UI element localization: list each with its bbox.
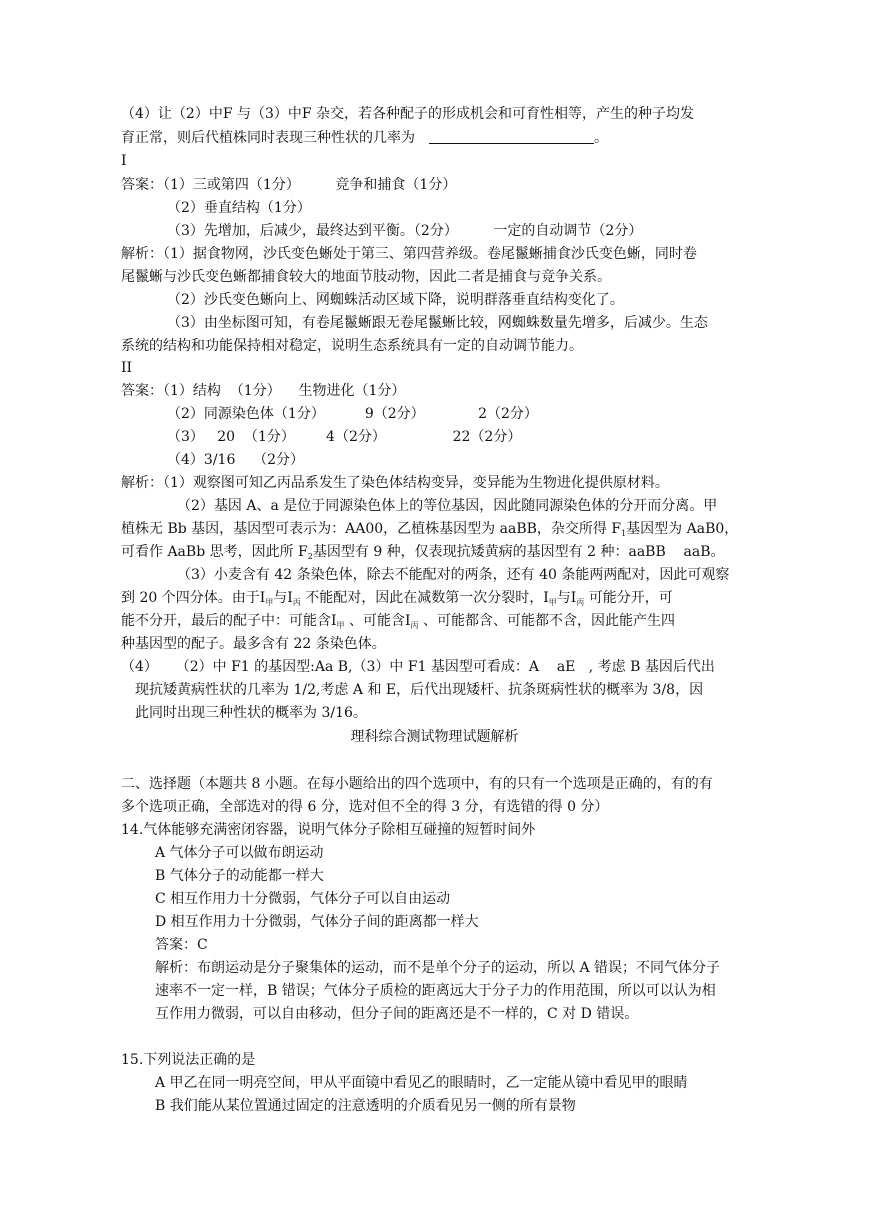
part2-answer-2: （2）同源染色体（1分） 9（2分） 2（2分） (167, 406, 538, 422)
q15-option-b: B 我们能从某位置通过固定的注意透明的介质看见另一侧的所有景物 (155, 1098, 576, 1114)
answer-blank (429, 129, 594, 144)
part1-explanation-label: 解析： (121, 246, 163, 262)
bing-subscript: 丙 (410, 621, 419, 630)
part2-explanation-3c (121, 611, 675, 636)
q14-option-b: B 气体分子的动能都一样大 (155, 868, 324, 884)
part2-explanation-1: （1）观察图可知乙丙品系发生了染色体结构变异，变异能为生物进化提供原材料。 (163, 475, 669, 491)
part2-explanation-line1 (121, 473, 669, 493)
part2-explanation-2b-post: 基因型为 AaB0， (626, 521, 739, 537)
e3b-seg4: 与Ⅰ (556, 590, 577, 606)
e3b-seg3: 不能配对，因此在减数第一次分裂时，Ⅰ (300, 590, 549, 606)
question-15: 15.下列说法正确的是 (121, 1052, 256, 1068)
part2-explanation-2a: （2）基因 A、a 是位于同源染色体上的等位基因，因此随同源染色体的分开而分离。甲 (177, 498, 718, 514)
q14-option-d: D 相互作用力十分微弱，气体分子间的距离都一样大 (155, 914, 479, 930)
part1-explanation-2: （2）沙氏变色蜥向上、网蜘蛛活动区域下降，说明群落垂直结构变化了。 (167, 292, 624, 308)
part2-answer-line1 (121, 381, 405, 401)
part1-label: I (121, 153, 127, 169)
e3c-seg2: 、可能含Ⅰ (344, 613, 411, 629)
part2-answer-3: （3） 20 （1分） 4（2分） 22（2分） (167, 429, 522, 445)
part1-explanation-line1 (121, 244, 697, 264)
q14-explanation-2: 速率不一定一样，B 错误；气体分子质检的距离远大于分子力的作用范围，所以可以认为相 (155, 983, 716, 999)
part1-explanation-3a: （3）由坐标图可知，有卷尾鬣蜥跟无卷尾鬣蜥比较，网蜘蛛数量先增多，后减少。生态 (167, 315, 708, 331)
part1-answer-2: （2）垂直结构（1分） (167, 200, 311, 216)
part2-answer-1: （1）结构 （1分） 生物进化（1分） (163, 383, 406, 399)
part2-answer-label: 答案： (121, 383, 163, 399)
part2-explanation-4c: 此同时出现三种性状的概率为 3/16。 (135, 705, 367, 721)
bing-subscript: 丙 (292, 598, 301, 607)
part2-explanation-3d: 种基因型的配子。最多含有 22 条染色体。 (121, 636, 386, 652)
jia-subscript: 甲 (336, 621, 345, 630)
q4-blank-end: 。 (594, 130, 608, 146)
part2-explanation-3a: （3）小麦含有 42 条染色体，除去不能配对的两条，还有 40 条能两两配对，因此可观察 (177, 567, 730, 583)
part2-explanation-2c-post: 基因型有 9 种，仅表现抗矮黄病的基因型有 2 种：aaBB aaB。 (312, 544, 725, 560)
part1-explanation-3b: 系统的结构和功能保持相对稳定，说明生态系统具有一定的自动调节能力。 (121, 338, 583, 354)
part2-label: II (121, 360, 133, 376)
part2-explanation-3b (121, 588, 673, 613)
question-14: 14.气体能够充满密闭容器，说明气体分子除相互碰撞的短暂时间外 (121, 822, 536, 838)
f2-subscript: 2 (307, 552, 313, 561)
part1-answer-1: （1）三或第四（1分） 竞争和捕食（1分） (163, 177, 457, 193)
q4-line2 (121, 128, 608, 148)
q4-line1: （4）让（2）中F 与（3）中F 杂交，若各种配子的形成机会和可育性相等，产生的种子均发 (121, 106, 695, 122)
e3b-seg5: 可能分开，可 (584, 590, 673, 606)
part2-explanation-4a: （4） （2）中 F1 的基因型:Aa B,（3）中 F1 基因型可看成：A aE , 考虑 B 基因后代出 (121, 659, 715, 675)
part1-answer-line1 (121, 175, 456, 195)
f1-subscript: 1 (621, 529, 627, 538)
part2-explanation-label: 解析： (121, 475, 163, 491)
part2-explanation-2c-pre: 可看作 AaBb 思考，因此所 F (121, 544, 308, 560)
part2-explanation-2c (121, 542, 725, 567)
section-header-line2: 多个选项正确，全部选对的得 6 分，选对但不全的得 3 分，有选错的得 0 分） (121, 799, 609, 815)
e3b-seg2: 与Ⅰ (273, 590, 293, 606)
e3b-seg1: 到 20 个四分体。由于Ⅰ (121, 590, 266, 606)
part1-answer-label: 答案： (121, 177, 163, 193)
q14-answer: 答案：C (155, 937, 208, 953)
q15-option-a: A 甲乙在同一明亮空间，甲从平面镜中看见乙的眼睛时，乙一定能从镜中看见甲的眼睛 (155, 1075, 688, 1091)
part2-explanation-4b: 现抗矮黄病性状的几率为 1/2,考虑 A 和 E，后代出现矮杆、抗条斑病性状的概率为 3/8，因 (135, 682, 704, 698)
e3c-seg1: 能不分开，最后的配子中：可能含Ⅰ (121, 613, 337, 629)
part2-explanation-2b-pre: 植株无 Bb 基因，基因型可表示为：AA00，乙植株基因型为 aaBB，杂交所得 F (121, 521, 622, 537)
part1-explanation-1b: 尾鬣蜥与沙氏变色蜥都捕食较大的地面节肢动物，因此二者是捕食与竞争关系。 (121, 269, 611, 285)
q14-explanation-3: 互作用力微弱，可以自由移动，但分子间的距离还是不一样的，C 对 D 错误。 (155, 1006, 639, 1022)
part2-answer-4: （4）3/16 （2分） (167, 452, 305, 468)
bing-subscript: 丙 (576, 598, 585, 607)
section-header-line1: 二、选择题（本题共 8 小题。在每小题给出的四个选项中，有的只有一个选项是正确的，有的有 (121, 776, 713, 792)
q4-line2-text: 育正常，则后代植株同时表现三种性状的几率为 (121, 130, 415, 146)
e3c-seg3: 、可能都含、可能都不含，因此能产生四 (418, 613, 675, 629)
q14-explanation-1: 解析：布朗运动是分子聚集体的运动，而不是单个分子的运动，所以 A 错误；不同气体分子 (155, 960, 721, 976)
part1-explanation-1a: （1）据食物网，沙氏变色蜥处于第三、第四营养级。卷尾鬣蜥捕食沙氏变色蜥，同时卷 (163, 246, 697, 262)
jia-subscript: 甲 (265, 598, 274, 607)
q14-option-c: C 相互作用力十分微弱，气体分子可以自由运动 (155, 891, 451, 907)
part2-explanation-2b (121, 519, 738, 544)
physics-title: 理科综合测试物理试题解析 (350, 729, 519, 745)
part1-answer-3: （3）先增加，后减少，最终达到平衡。（2分） 一定的自动调节（2分） (167, 223, 643, 239)
q14-option-a: A 气体分子可以做布朗运动 (155, 845, 324, 861)
jia-subscript: 甲 (548, 598, 557, 607)
